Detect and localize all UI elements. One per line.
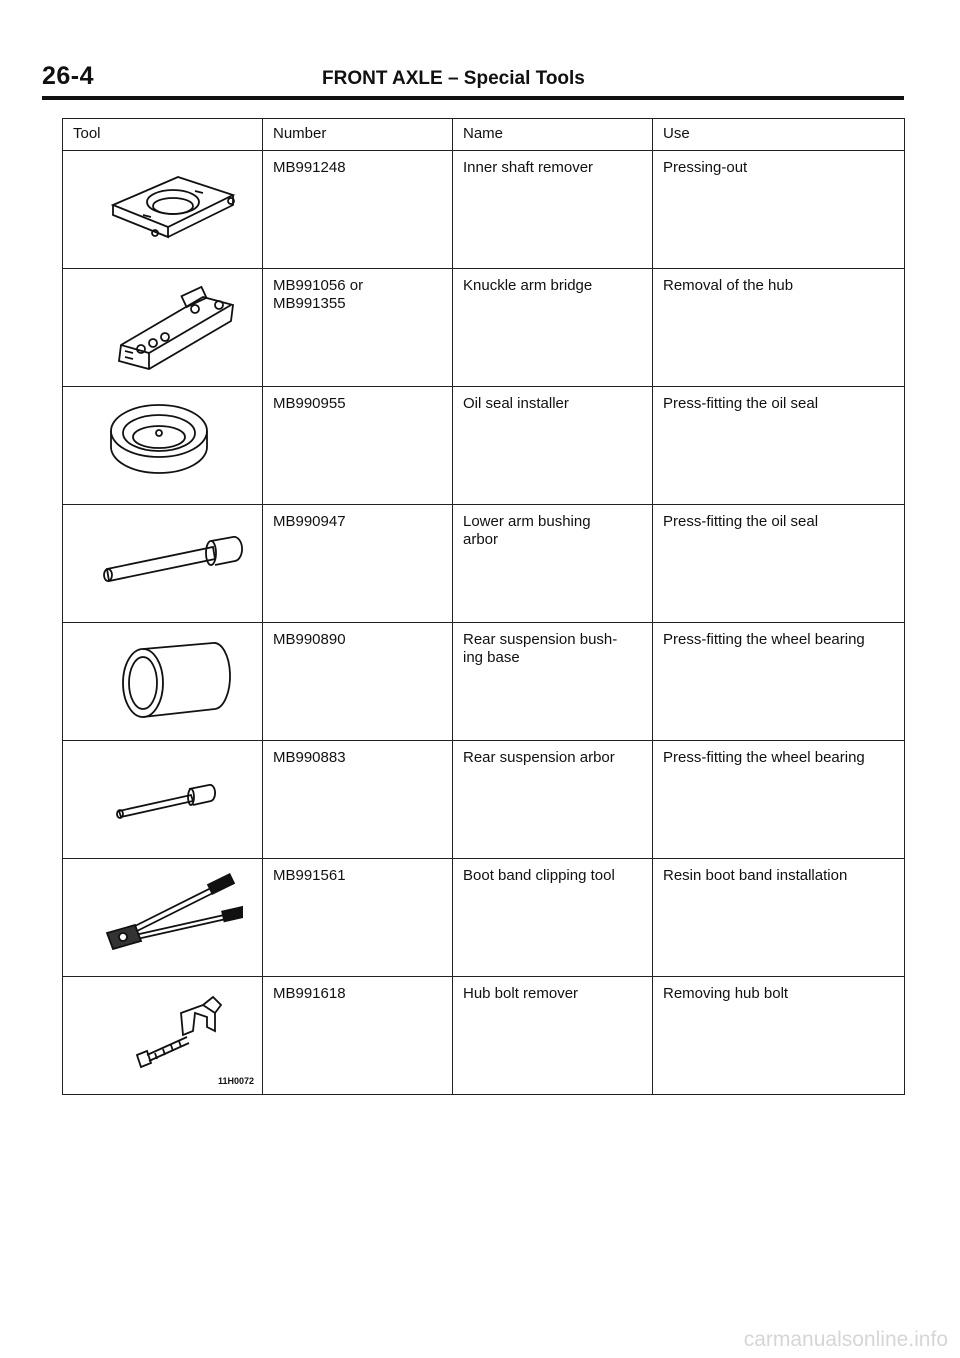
table-row	[63, 859, 905, 977]
tool-number: MB990955	[263, 387, 453, 505]
table-row	[63, 505, 905, 623]
tool-use: Removing hub bolt	[653, 977, 905, 1095]
page-number: 26-4	[42, 62, 95, 90]
tool-use: Press-fitting the oil seal	[653, 505, 905, 623]
tool-name: Lower arm bushing arbor	[453, 505, 653, 623]
tool-name: Rear suspension arbor	[453, 741, 653, 859]
tool-cell	[63, 269, 263, 387]
knuckle-arm-bridge-icon	[83, 275, 243, 375]
table-row	[63, 623, 905, 741]
column-header-number: Number	[263, 119, 453, 151]
lower-arm-bushing-arbor-icon	[83, 511, 243, 611]
table-header-row	[63, 119, 905, 151]
table-row	[63, 269, 905, 387]
tool-cell	[63, 387, 263, 505]
tool-use: Press-fitting the wheel bearing	[653, 741, 905, 859]
column-header-use: Use	[653, 119, 905, 151]
table-row	[63, 741, 905, 859]
tool-name: Hub bolt remover	[453, 977, 653, 1095]
tool-number: MB990947	[263, 505, 453, 623]
tool-cell	[63, 151, 263, 269]
tool-cell	[63, 505, 263, 623]
tool-name: Rear suspension bush- ing base	[453, 623, 653, 741]
special-tools-table	[62, 118, 905, 1095]
tool-use: Resin boot band installation	[653, 859, 905, 977]
tool-number: MB990883	[263, 741, 453, 859]
tool-cell	[63, 859, 263, 977]
tool-number: MB991618	[263, 977, 453, 1095]
tool-use: Press-fitting the wheel bearing	[653, 623, 905, 741]
tool-use: Removal of the hub	[653, 269, 905, 387]
tool-number: MB991056 or MB991355	[263, 269, 453, 387]
tool-number: MB991248	[263, 151, 453, 269]
header-rule	[42, 96, 904, 100]
watermark: carmanualsonline.info	[743, 1328, 948, 1351]
tool-name: Boot band clipping tool	[453, 859, 653, 977]
column-header-name: Name	[453, 119, 653, 151]
table-row	[63, 977, 905, 1095]
figure-code: 11H0072	[217, 1076, 254, 1086]
table-row	[63, 387, 905, 505]
oil-seal-installer-icon	[83, 393, 243, 493]
rear-suspension-arbor-icon	[83, 747, 243, 847]
table-row	[63, 151, 905, 269]
inner-shaft-remover-icon	[83, 157, 243, 257]
hub-bolt-remover-icon	[83, 983, 243, 1083]
tool-cell	[63, 623, 263, 741]
tool-name: Knuckle arm bridge	[453, 269, 653, 387]
tool-number: MB990890	[263, 623, 453, 741]
tool-cell	[63, 977, 263, 1095]
rear-suspension-bushing-base-icon	[83, 629, 243, 729]
tool-cell	[63, 741, 263, 859]
boot-band-clipping-tool-icon	[83, 865, 243, 965]
tool-number: MB991561	[263, 859, 453, 977]
column-header-tool: Tool	[63, 119, 263, 151]
tool-name: Inner shaft remover	[453, 151, 653, 269]
page-title: FRONT AXLE – Special Tools	[322, 68, 585, 89]
tool-name: Oil seal installer	[453, 387, 653, 505]
tool-use: Pressing-out	[653, 151, 905, 269]
tool-use: Press-fitting the oil seal	[653, 387, 905, 505]
